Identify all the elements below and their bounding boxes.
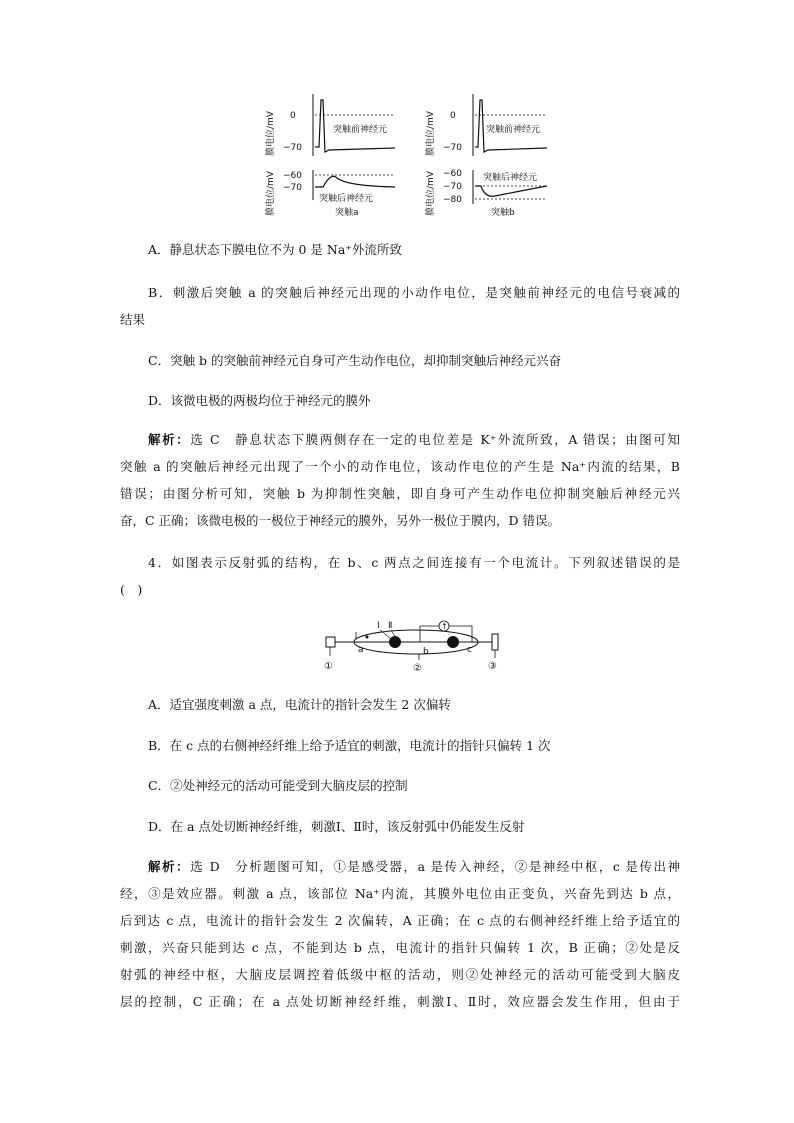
- q4-stem-line2: ( ): [120, 582, 143, 597]
- q4-analysis-label: 解析：: [148, 859, 191, 874]
- label-circle-3: ③: [488, 661, 497, 672]
- q3-analysis-line1: [148, 430, 680, 448]
- q4-option-c: C．②处神经元的活动可能受到大脑皮层的控制: [148, 778, 408, 793]
- reflex-arc-figure: [322, 614, 512, 674]
- panel-b-pre-label: 突触前神经元: [486, 125, 541, 135]
- panel-a-ylabel-bottom: 膜电位/mV: [266, 171, 276, 216]
- q4-analysis-line4: 刺激，兴奋只能到达 c 点，不能到达 b 点，电流计的指针只偏转 1 次，B 正确；②处是反: [120, 940, 680, 955]
- panel-a-tick-m70b: −70: [283, 183, 302, 193]
- label-a: a: [358, 645, 364, 655]
- q3-analysis-text1: 选 C 静息状态下膜两侧存在一定的电位差是 K⁺外流所致，A 错误；由图可知: [190, 432, 680, 447]
- panel-a-post-label: 突触后神经元: [319, 194, 374, 204]
- receptor-box: [326, 637, 335, 647]
- label-c: c: [467, 645, 472, 655]
- q4-analysis-text1: 选 D 分析题图可知，①是感受器，a 是传入神经，②是神经中枢，c 是传出神: [190, 859, 680, 874]
- q4-option-d: D．在 a 点处切断神经纤维，刺激Ⅰ、Ⅱ时，该反射弧中仍能发生反射: [148, 819, 525, 834]
- q4-stem-line1: 4．如图表示反射弧的结构，在 b、c 两点之间连接有一个电流计。下列叙述错误的是: [148, 555, 680, 570]
- label-roman-1: Ⅰ: [377, 621, 380, 631]
- panel-a-post-trace: [315, 176, 395, 187]
- q4-analysis-line1: [148, 857, 680, 875]
- panel-b-tick-m70b: −70: [443, 182, 462, 192]
- panel-a-tick-m70: −70: [283, 143, 302, 153]
- panel-b-post-label: 突触后神经元: [483, 173, 538, 183]
- q4-option-a: A．适宜强度刺激 a 点，电流计的指针会发生 2 次偏转: [148, 697, 451, 712]
- label-b: b: [423, 647, 429, 657]
- panel-b-tick-m70: −70: [443, 143, 462, 153]
- q3-option-b-line1: B．刺激后突触 a 的突触后神经元出现的小动作电位，是突触前神经元的电信号衰减的: [148, 285, 680, 300]
- q3-analysis-label: 解析：: [148, 432, 191, 447]
- q4-analysis-line2: 经，③是效应器。刺激 a 点，该部位 Na⁺内流，其膜外电位由正变负，兴奋先到达 b 点，: [120, 886, 680, 901]
- q3-option-a: A．静息状态下膜电位不为 0 是 Na⁺外流所致: [148, 242, 402, 257]
- panel-b-post-trace: [475, 186, 547, 196]
- panel-b-tick-0: 0: [450, 111, 456, 121]
- panel-a-caption: 突触a: [335, 208, 359, 218]
- panel-a-tick-0: 0: [290, 111, 296, 121]
- q3-analysis-line4: 奋，C 正确；该微电极的一极位于神经元的膜外，另外一极位于膜内，D 错误。: [120, 513, 561, 528]
- panel-b-ylabel-top: 膜电位/mV: [426, 111, 436, 156]
- neuron-body-right: [447, 636, 459, 648]
- q3-option-d: D．该微电极的两极均位于神经元的膜外: [148, 393, 371, 408]
- q3-analysis-line2: 突触 a 的突触后神经元出现了一个小的动作电位，该动作电位的产生是 Na⁺内流的结果，B: [120, 459, 680, 474]
- galvanometer-needle: ↑: [441, 622, 448, 631]
- q4-analysis-line3: 后到达 c 点，电流计的指针会发生 2 次偏转，A 正确；在 c 点的右侧神经纤维上给予适宜的: [120, 913, 680, 928]
- q3-option-b-line2: 结果: [120, 312, 146, 327]
- panel-b: [424, 94, 547, 218]
- panel-a-tick-m60: −60: [283, 171, 302, 181]
- q3-option-c: C．突触 b 的突触前神经元自身可产生动作电位，却抑制突触后神经元兴奋: [148, 353, 562, 368]
- label-circle-2: ②: [413, 663, 422, 674]
- panel-b-tick-m60: −60: [443, 169, 462, 179]
- panel-b-ylabel-bottom: 膜电位/mV: [426, 171, 436, 216]
- q4-analysis-line6: 层的控制，C 正确；在 a 点处切断神经纤维，刺激Ⅰ、Ⅱ时，效应器会发生作用，但由于: [120, 994, 680, 1009]
- q4-option-b: B．在 c 点的右侧神经纤维上给予适宜的刺激，电流计的指针只偏转 1 次: [148, 738, 551, 753]
- label-roman-2: Ⅱ: [388, 621, 393, 631]
- neuron-body-left: [389, 636, 401, 648]
- panel-b-tick-m80: −80: [443, 195, 462, 205]
- panel-a: [264, 94, 395, 218]
- panel-a-pre-label: 突触前神经元: [333, 125, 388, 135]
- q4-analysis-line5: 射弧的神经中枢，大脑皮层调控着低级中枢的活动，则②处神经元的活动可能受到大脑皮: [120, 967, 680, 982]
- panel-b-caption: 突触b: [491, 208, 515, 218]
- q3-analysis-line3: 错误；由图分析可知，突触 b 为抑制性突触，即自身可产生动作电位抑制突触后神经元兴: [120, 486, 680, 501]
- effector-box: [492, 634, 498, 650]
- panel-a-ylabel-top: 膜电位/mV: [266, 111, 276, 156]
- synapse-potential-figure: [255, 92, 555, 222]
- label-circle-1: ①: [324, 661, 333, 672]
